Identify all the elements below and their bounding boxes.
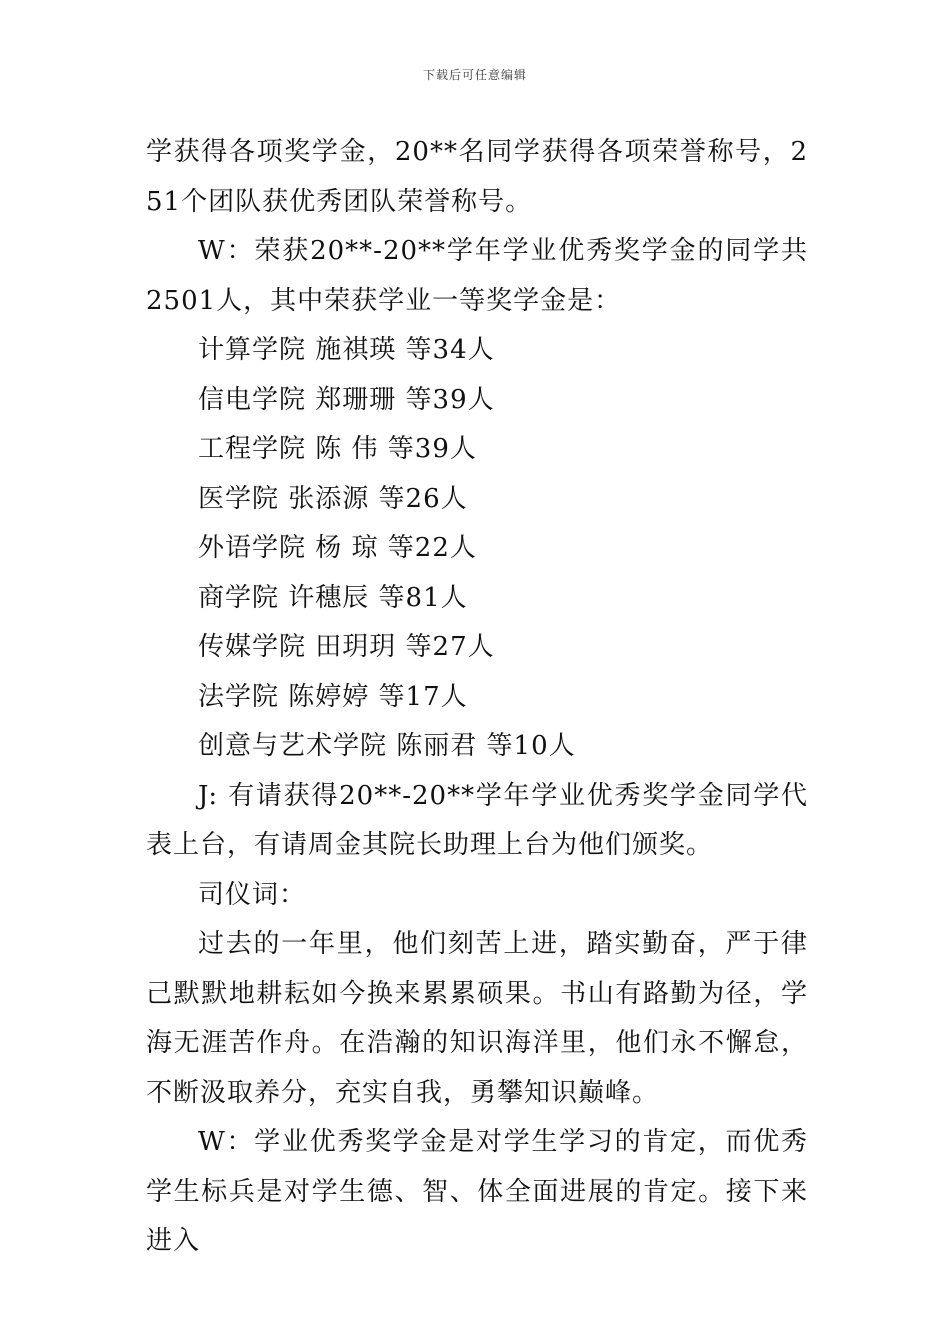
- list-item: 医学院 张添源 等26人: [198, 483, 468, 514]
- document-body: [146, 128, 808, 1267]
- paragraph-model-student-intro: W：学业优秀奖学金是对学生学习的肯定，而优秀学生标兵是对学生德、智、体全面进展的肯定。接下来进入: [146, 1127, 808, 1256]
- list-item: 法学院 陈婷婷 等17人: [198, 681, 468, 712]
- paragraph-award-summary: 学获得各项奖学金，20**名同学获得各项荣誉称号，251个团队获优秀团队荣誉称号。: [146, 137, 808, 217]
- list-item: 工程学院 陈 伟 等39人: [198, 434, 477, 464]
- page-header-note: 下载后可任意编辑: [422, 68, 527, 82]
- list-item: 创意与艺术学院 陈丽君 等10人: [198, 731, 576, 761]
- paragraph-scholarship-intro: W：荣获20**-20**学年学业优秀奖学金的同学共2501人，其中荣获学业一等奖学金是：: [146, 236, 808, 316]
- list-item: 信电学院 郑珊珊 等39人: [198, 384, 495, 415]
- paragraph-host-words-heading: 司仪词：: [198, 879, 307, 910]
- list-item: 商学院 许穗辰 等81人: [198, 582, 468, 613]
- list-item: 计算学院 施祺瑛 等34人: [198, 335, 495, 365]
- paragraph-host-speech: 过去的一年里，他们刻苦上进，踏实勤奋，严于律己默默地耕耘如今换来累累硕果。书山有路勤为径，学海无涯苦作舟。在浩瀚的知识海洋里，他们永不懈怠，不断汲取养分，充实自我，勇攀知识巅峰。: [146, 929, 808, 1108]
- list-item: 传媒学院 田玥玥 等27人: [198, 632, 495, 662]
- winners-list: [146, 326, 808, 772]
- paragraph-invitation: J: 有请获得20**-20**学年学业优秀奖学金同学代表上台，有请周金其院长助理上台为他们颁奖。: [146, 780, 808, 860]
- list-item: 外语学院 杨 琼 等22人: [198, 533, 477, 563]
